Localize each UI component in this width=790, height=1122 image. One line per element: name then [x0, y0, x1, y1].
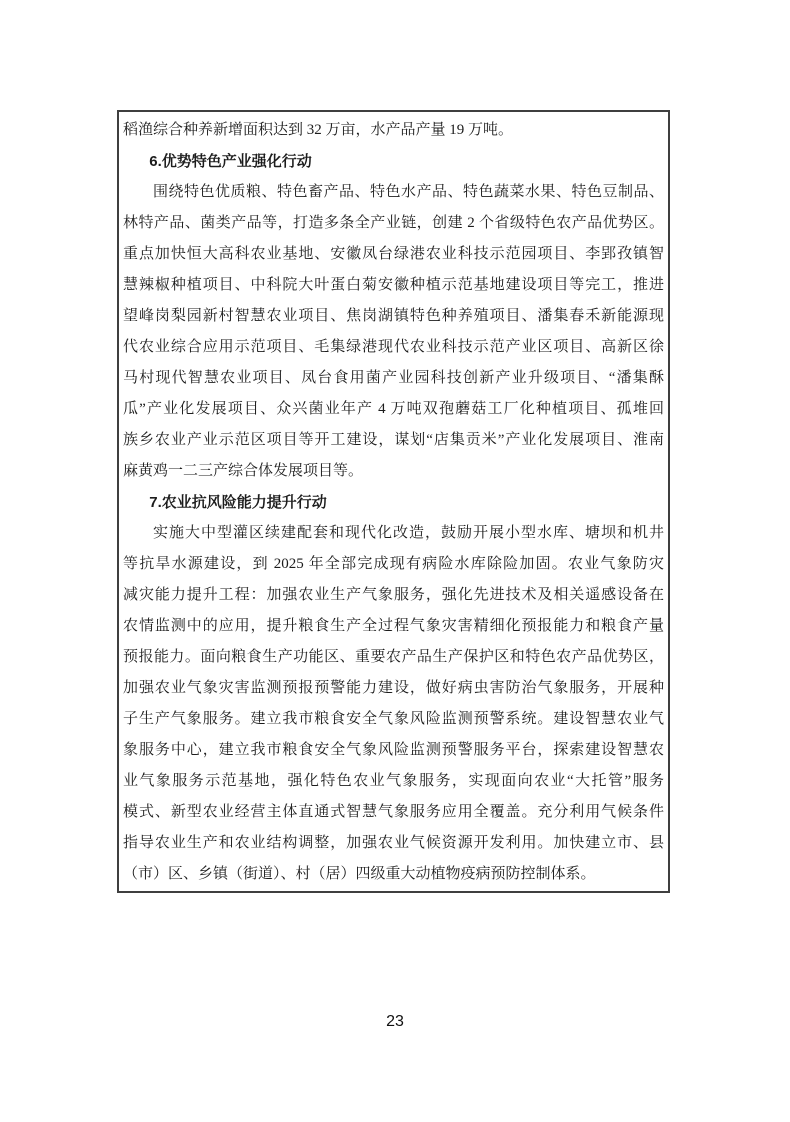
text-line: 减灾能力提升工程：加强农业生产气象服务，强化先进技术及相关遥感设备在: [123, 587, 664, 603]
text-line: 重点加快恒大高科农业基地、安徽凤台绿港农业科技示范园项目、李郢孜镇智: [123, 246, 664, 262]
content-box: [117, 110, 670, 893]
text-line: 马村现代智慧农业项目、凤台食用菌产业园科技创新产业升级项目、“潘集酥: [123, 370, 664, 386]
section-heading: 6.优势特色产业强化行动: [149, 153, 312, 170]
text-line: 围绕特色优质粮、特色畜产品、特色水产品、特色蔬菜水果、特色豆制品、: [153, 184, 664, 200]
text-line: 瓜”产业化发展项目、众兴菌业年产 4 万吨双孢蘑菇工厂化种植项目、孤堆回: [123, 401, 664, 417]
text-line: 稻渔综合种养新增面积达到 32 万亩，水产品产量 19 万吨。: [123, 122, 514, 138]
section-heading: 7.农业抗风险能力提升行动: [149, 494, 327, 511]
text-line: 加强农业气象灾害监测预报预警能力建设，做好病虫害防治气象服务，开展种: [123, 680, 664, 696]
text-line: 业气象服务示范基地，强化特色农业气象服务，实现面向农业“大托管”服务: [123, 773, 664, 789]
text-line: 模式、新型农业经营主体直通式智慧气象服务应用全覆盖。充分利用气候条件: [123, 804, 664, 820]
page-number: 23: [386, 1013, 404, 1030]
text-line: 林特产品、菌类产品等，打造多条全产业链，创建 2 个省级特色农产品优势区。: [123, 215, 664, 231]
text-line: （市）区、乡镇（街道）、村（居）四级重大动植物疫病预防控制体系。: [123, 866, 596, 882]
text-line: 慧辣椒种植项目、中科院大叶蛋白菊安徽种植示范基地建设项目等完工，推进: [123, 277, 664, 293]
text-line: 代农业综合应用示范项目、毛集绿港现代农业科技示范产业区项目、高新区徐: [123, 339, 664, 355]
text-line: 指导农业生产和农业结构调整，加强农业气候资源开发利用。加快建立市、县: [123, 835, 664, 851]
text-line: 望峰岗梨园新村智慧农业项目、焦岗湖镇特色种养殖项目、潘集春禾新能源现: [123, 308, 664, 324]
text-line: 象服务中心，建立我市粮食安全气象风险监测预警服务平台，探索建设智慧农: [123, 742, 664, 758]
text-line: 族乡农业产业示范区项目等开工建设，谋划“店集贡米”产业化发展项目、淮南: [123, 432, 664, 448]
text-line: 农情监测中的应用，提升粮食生产全过程气象灾害精细化预报能力和粮食产量: [123, 618, 664, 634]
text-line: 预报能力。面向粮食生产功能区、重要农产品生产保护区和特色农产品优势区，: [123, 649, 664, 665]
text-line: 麻黄鸡一二三产综合体发展项目等。: [123, 463, 364, 479]
text-line: 等抗旱水源建设，到 2025 年全部完成现有病险水库除险加固。农业气象防灾: [123, 556, 664, 572]
text-line: 实施大中型灌区续建配套和现代化改造，鼓励开展小型水库、塘坝和机井: [153, 525, 664, 541]
text-line: 子生产气象服务。建立我市粮食安全气象风险监测预警系统。建设智慧农业气: [123, 711, 664, 727]
